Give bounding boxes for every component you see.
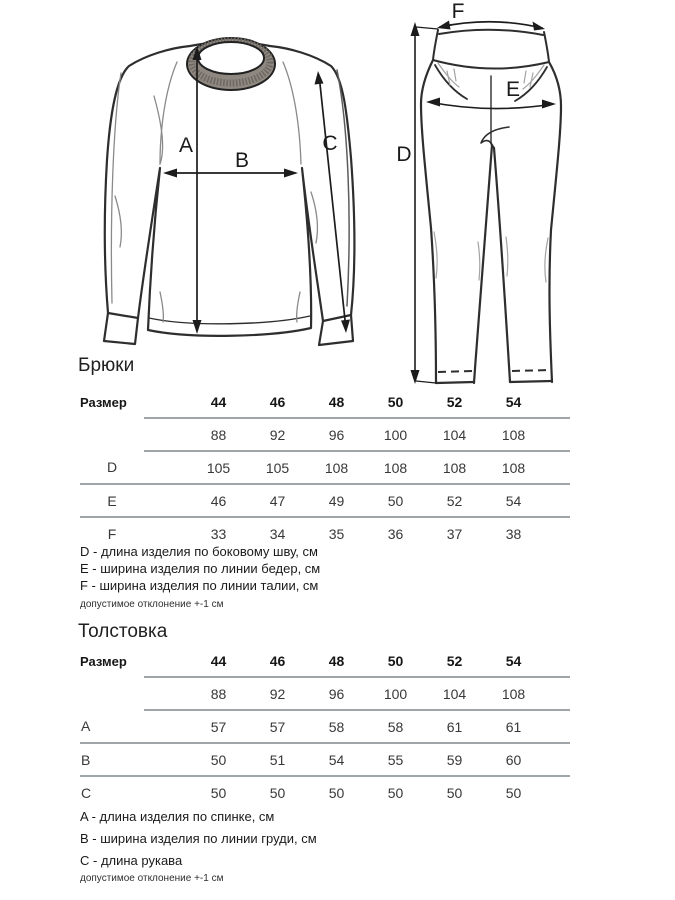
size-value: 92	[248, 677, 307, 710]
size-col-header: 54	[484, 386, 543, 418]
arrowhead	[411, 22, 420, 36]
size-value: 35	[328, 525, 345, 542]
size-col-header: 52	[425, 645, 484, 677]
size-value: 46	[189, 484, 248, 517]
measurement-label-c: C	[322, 132, 338, 155]
waistband-bottom	[433, 60, 549, 69]
row-label: B	[80, 743, 144, 776]
row-label	[80, 418, 144, 451]
size-value: 108	[484, 418, 543, 451]
row-label: A	[80, 710, 144, 743]
legend-line: D - длина изделия по боковому шву, см	[80, 544, 318, 559]
spacer-cell	[543, 677, 570, 710]
size-value: 92	[248, 418, 307, 451]
size-value: 50	[328, 784, 345, 801]
size-value: 34	[269, 525, 286, 542]
size-value: 96	[307, 418, 366, 451]
size-col-header: 54	[484, 645, 543, 677]
size-value: 50	[210, 784, 227, 801]
table-row	[80, 451, 570, 484]
measure-tick	[416, 27, 438, 29]
pocket-wrinkle	[524, 71, 526, 83]
table-row	[80, 743, 570, 776]
collar-opening	[198, 42, 264, 74]
size-value: 59	[425, 743, 484, 776]
size-value: 50	[387, 784, 404, 801]
size-value: 36	[387, 525, 404, 542]
trousers-size-table	[80, 386, 570, 549]
table-row	[80, 677, 570, 710]
size-value: 108	[366, 451, 425, 484]
size-value: 57	[189, 710, 248, 743]
size-value: 105	[248, 451, 307, 484]
left-hem-dashed	[438, 371, 473, 372]
size-value: 60	[484, 743, 543, 776]
size-header-label: Размер	[80, 394, 127, 410]
spacer-cell	[543, 418, 570, 451]
size-value: 50	[505, 784, 522, 801]
spacer-cell	[144, 418, 189, 451]
size-value: 47	[248, 484, 307, 517]
size-value: 50	[446, 784, 463, 801]
trousers-legend	[80, 543, 320, 594]
left-leg-hem	[436, 382, 474, 383]
measure-tick	[416, 381, 436, 383]
arrowhead	[437, 21, 451, 30]
spacer-cell	[543, 386, 570, 418]
row-label: C	[81, 784, 92, 801]
sweatshirt-diagram	[60, 0, 405, 360]
spacer-cell	[543, 710, 570, 743]
size-value: 58	[307, 710, 366, 743]
inner-leg-wrinkle	[478, 242, 480, 280]
measurement-label-a: A	[178, 134, 194, 157]
arrowhead	[411, 370, 420, 384]
arrowhead	[426, 98, 440, 107]
hoodie-legend	[80, 806, 317, 872]
left-outer-seam	[421, 60, 436, 383]
spacer-cell	[543, 517, 570, 549]
size-col-header: 44	[189, 645, 248, 677]
size-value: 108	[484, 677, 543, 710]
size-value: 108	[484, 451, 543, 484]
row-label: E	[80, 484, 144, 517]
size-col-header: 52	[425, 386, 484, 418]
size-value: 58	[366, 710, 425, 743]
size-value: 54	[484, 484, 543, 517]
knee-wrinkle	[545, 238, 548, 282]
size-value: 108	[307, 451, 366, 484]
hoodie-section-title: Толстовка	[78, 621, 168, 642]
hoodie-tolerance-note: допустимое отклонение +-1 см	[80, 873, 224, 884]
spacer-cell	[543, 776, 570, 808]
size-col-header: 50	[366, 386, 425, 418]
size-value: 49	[307, 484, 366, 517]
size-header-label: Размер	[80, 653, 127, 669]
size-value: 108	[425, 451, 484, 484]
size-value: 88	[189, 418, 248, 451]
table-row	[80, 710, 570, 743]
spacer-cell	[144, 776, 189, 808]
size-value: 61	[484, 710, 543, 743]
table-header-row	[80, 386, 570, 418]
measurement-label-d: D	[396, 143, 412, 166]
size-value: 50	[269, 784, 286, 801]
size-value: 100	[366, 677, 425, 710]
size-col-header: 44	[189, 386, 248, 418]
size-value: 96	[307, 677, 366, 710]
table-row	[80, 418, 570, 451]
size-value: 105	[189, 451, 248, 484]
legend-line: B - ширина изделия по линии груди, см	[80, 831, 317, 846]
arrowhead	[533, 22, 546, 31]
size-value: 55	[366, 743, 425, 776]
spacer-cell	[144, 484, 189, 517]
size-value: 100	[366, 418, 425, 451]
size-value: 104	[425, 418, 484, 451]
size-value: 61	[425, 710, 484, 743]
legend-line: F - ширина изделия по линии талии, см	[80, 578, 319, 593]
measurement-label-e: E	[505, 78, 521, 101]
waistband-left	[433, 30, 438, 60]
measurement-label-b: B	[234, 149, 250, 172]
spacer-cell	[543, 451, 570, 484]
spacer-cell	[144, 645, 189, 677]
row-label	[80, 677, 144, 710]
fly-detail	[481, 127, 509, 143]
right-outer-seam	[549, 62, 561, 382]
hoodie-size-table	[80, 645, 570, 808]
waist-top-edge	[439, 30, 543, 35]
inner-leg-wrinkle	[506, 237, 508, 276]
pocket-wrinkle	[454, 69, 456, 81]
right-hem-dashed	[512, 370, 550, 371]
spacer-cell	[543, 645, 570, 677]
size-value: 50	[366, 484, 425, 517]
size-value: 54	[307, 743, 366, 776]
left-pocket	[435, 65, 467, 99]
size-value: 57	[248, 710, 307, 743]
size-value: 52	[425, 484, 484, 517]
spacer-cell	[144, 743, 189, 776]
size-col-header: 48	[307, 386, 366, 418]
table-row	[80, 776, 570, 808]
waistband-right	[544, 32, 549, 62]
size-value: 104	[425, 677, 484, 710]
spacer-cell	[543, 484, 570, 517]
right-leg-hem	[510, 381, 552, 382]
size-col-header: 50	[366, 645, 425, 677]
pants-diagram	[390, 0, 675, 398]
size-value: 50	[189, 743, 248, 776]
legend-line: A - длина изделия по спинке, см	[80, 809, 275, 824]
spacer-cell	[144, 677, 189, 710]
left-inner-seam	[474, 145, 492, 383]
spacer-cell	[543, 743, 570, 776]
measurement-label-f: F	[451, 0, 465, 23]
size-value: 51	[248, 743, 307, 776]
arrowhead	[542, 100, 556, 109]
row-label: F	[107, 525, 117, 542]
row-label: D	[80, 451, 144, 484]
size-value: 33	[210, 525, 227, 542]
legend-line: E - ширина изделия по линии бедер, см	[80, 561, 321, 576]
legend-line: C - длина рукава	[80, 853, 183, 868]
size-value: 37	[446, 525, 463, 542]
size-col-header: 46	[248, 386, 307, 418]
size-col-header: 48	[307, 645, 366, 677]
size-value: 38	[505, 525, 522, 542]
trousers-tolerance-note: допустимое отклонение +-1 см	[80, 599, 224, 610]
spacer-cell	[144, 386, 189, 418]
spacer-cell	[144, 710, 189, 743]
table-row	[80, 484, 570, 517]
size-col-header: 46	[248, 645, 307, 677]
table-header-row	[80, 645, 570, 677]
size-value: 88	[189, 677, 248, 710]
trousers-section-title: Брюки	[78, 355, 135, 376]
spacer-cell	[144, 451, 189, 484]
